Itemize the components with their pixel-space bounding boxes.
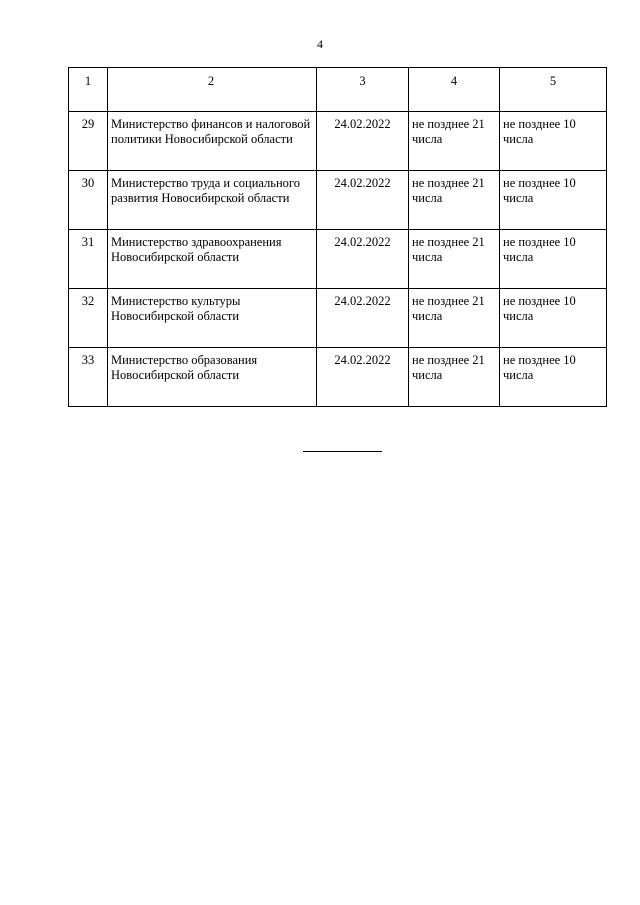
deadline-10-cell: не позднее 10 числа xyxy=(500,112,607,171)
deadline-10-cell: не позднее 10 числа xyxy=(500,230,607,289)
column-header-2: 2 xyxy=(108,68,317,112)
deadline-21-cell: не позднее 21 числа xyxy=(409,348,500,407)
deadline-21-cell: не позднее 21 числа xyxy=(409,171,500,230)
date-cell: 24.02.2022 xyxy=(317,289,409,348)
column-header-4: 4 xyxy=(409,68,500,112)
deadline-10-cell: не позднее 10 числа xyxy=(500,289,607,348)
page-number: 4 xyxy=(317,37,323,51)
column-header-1: 1 xyxy=(69,68,108,112)
deadline-10-cell: не позднее 10 числа xyxy=(500,348,607,407)
date-cell: 24.02.2022 xyxy=(317,112,409,171)
ministry-name: Министерство труда и социального развития Новосибирской области xyxy=(108,171,317,230)
document-table xyxy=(68,67,607,407)
date-cell: 24.02.2022 xyxy=(317,348,409,407)
row-number: 29 xyxy=(69,112,108,171)
deadline-21-cell: не позднее 21 числа xyxy=(409,289,500,348)
table-row xyxy=(69,348,607,407)
ministry-name: Министерство здравоохранения Новосибирской области xyxy=(108,230,317,289)
date-cell: 24.02.2022 xyxy=(317,171,409,230)
ministry-name: Министерство образования Новосибирской области xyxy=(108,348,317,407)
end-of-document-line xyxy=(303,451,382,452)
deadline-10-cell: не позднее 10 числа xyxy=(500,171,607,230)
date-cell: 24.02.2022 xyxy=(317,230,409,289)
ministry-name: Министерство культуры Новосибирской области xyxy=(108,289,317,348)
column-header-5: 5 xyxy=(500,68,607,112)
ministry-name: Министерство финансов и налоговой политики Новосибирской области xyxy=(108,112,317,171)
table-header-row xyxy=(69,68,607,112)
row-number: 30 xyxy=(69,171,108,230)
deadline-21-cell: не позднее 21 числа xyxy=(409,230,500,289)
column-header-3: 3 xyxy=(317,68,409,112)
table-row xyxy=(69,112,607,171)
table-row xyxy=(69,289,607,348)
table-row xyxy=(69,230,607,289)
row-number: 33 xyxy=(69,348,108,407)
table-row xyxy=(69,171,607,230)
row-number: 32 xyxy=(69,289,108,348)
deadline-21-cell: не позднее 21 числа xyxy=(409,112,500,171)
row-number: 31 xyxy=(69,230,108,289)
